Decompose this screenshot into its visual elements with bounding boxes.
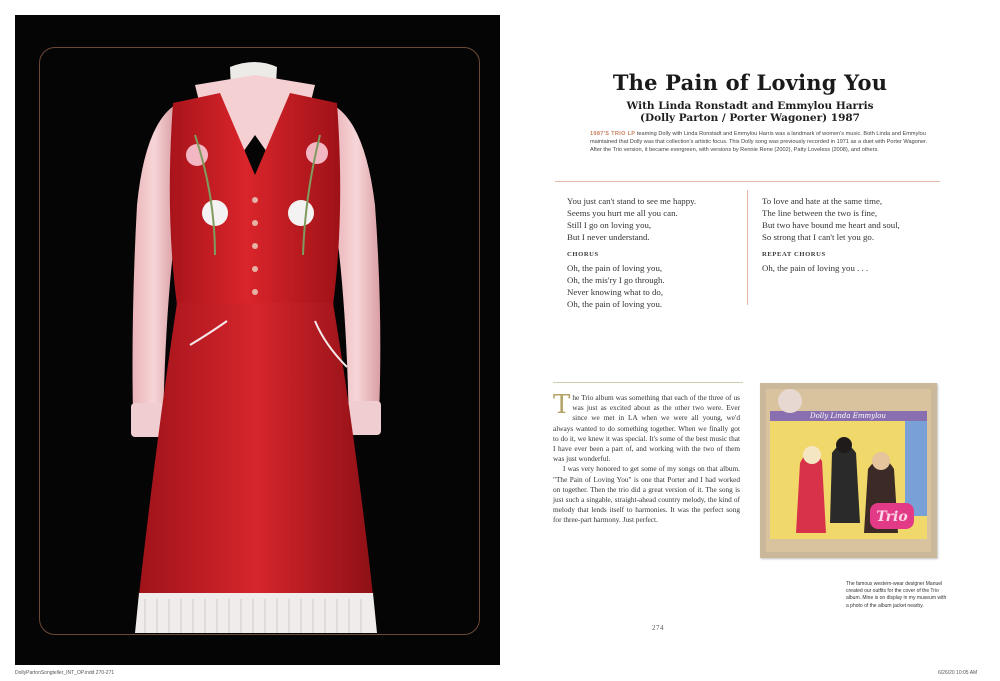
lyric-line: Oh, the pain of loving you. <box>567 299 663 309</box>
story-rule <box>553 382 743 383</box>
album-top-text: Dolly Linda Emmylou <box>809 412 887 420</box>
page-number: 274 <box>652 624 664 632</box>
drop-cap: T <box>553 390 571 420</box>
lyric-line: Oh, the pain of loving you . . . <box>762 263 869 273</box>
lyrics-left-column <box>567 195 742 310</box>
song-title: The Pain of Loving You <box>612 70 888 95</box>
lyric-line: To love and hate at the same time, <box>762 196 883 206</box>
lyric-line: Never knowing what to do, <box>567 287 664 297</box>
lyrics-column-divider <box>747 190 748 305</box>
lyric-line: The line between the two is fine, <box>762 208 878 218</box>
intro-body: teaming Dolly with Linda Ronstadt and Emmylou Harris was a landmark of women's music. Both Linda and Emmylou maintained that Dolly was that collection's artistic focus. This Dolly song was previously recorded in 1971 as a duet with Porter Wagoner. After the Trio version, it became evergreen, with versions by Rennie Rene (2002), Patty Loveless (2008), and others. <box>590 131 928 154</box>
story-paragraph-2: I was very honored to get some of my songs on that album. "The Pain of Loving You" is one that Porter and I had worked on together. Then the trio did a great version of it. The song is just such a singable, straight-ahead country melody, the kind of melody that lends itself to harmonies. It was the perfect song for three-part harmony. Just perfect. <box>553 464 740 525</box>
lyric-line: Oh, the mis'ry I go through. <box>567 275 665 285</box>
trio-album-cover <box>760 383 937 558</box>
lyrics-right-column <box>762 195 937 274</box>
dress-photo <box>15 15 500 665</box>
lyric-line: Still I go on loving you, <box>567 220 652 230</box>
album-art <box>760 383 937 558</box>
repeat-chorus-label: REPEAT CHORUS <box>762 251 826 258</box>
chorus-label: CHORUS <box>567 251 599 258</box>
divider-rule <box>555 181 940 182</box>
lyric-line: But I never understand. <box>567 232 650 242</box>
lyric-line: So strong that I can't let you go. <box>762 232 875 242</box>
lyric-line: You just can't stand to see me happy. <box>567 196 697 206</box>
song-subtitle <box>560 100 940 124</box>
intro-paragraph <box>590 130 935 155</box>
print-slug-left: DollyPartonSongteller_INT_OP.indd 270-271 <box>15 670 115 676</box>
intro-lead: 1987'S TRIO LP <box>590 131 636 137</box>
story-paragraph-1-text: he Trio album was something that each of the three of us was just as excited about as the other two were. Ever since we met in LA when we were all young, we'd always wanted to do something together. When we finally got to do it, we knew it was special. It's some of the best music that I have ever been a part of, and working with the two of them was just wonderful. <box>553 393 740 464</box>
lyric-line: But two have bound me heart and soul, <box>762 220 900 230</box>
lyric-line: Oh, the pain of loving you, <box>567 263 663 273</box>
story-paragraph-1 <box>553 390 740 464</box>
subtitle-line-2: (Dolly Parton / Porter Wagoner) 1987 <box>640 112 860 124</box>
photo-frame <box>39 47 480 635</box>
album-caption: The famous western-wear designer Manuel created our outfits for the cover of the Trio album. Mine is on display in my museum with a photo of the album jacket nearby. <box>846 581 947 609</box>
story-text <box>553 390 740 526</box>
print-slug-right: 6/26/20 10:05 AM <box>938 670 978 676</box>
lyric-line: Seems you hurt me all you can. <box>567 208 678 218</box>
album-logo-text: Trio <box>876 509 908 525</box>
subtitle-line-1: With Linda Ronstadt and Emmylou Harris <box>626 100 874 112</box>
